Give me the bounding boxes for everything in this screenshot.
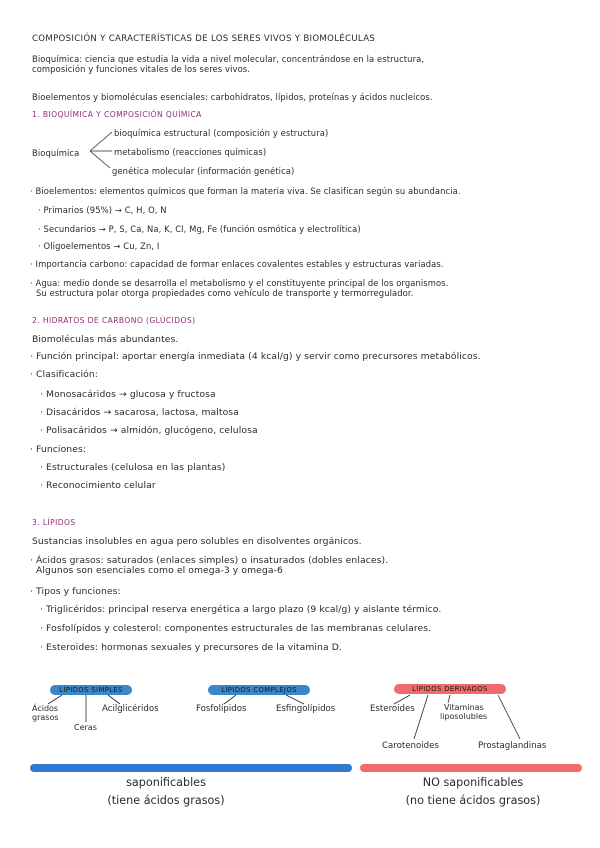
branch-estructural: bioquímica estructural (composición y estructura) <box>114 128 329 138</box>
pill-lipidos-derivados: LÍPIDOS DERIVADOS <box>394 684 506 694</box>
secundarios: · Secundarios → P, S, Ca, Na, K, Cl, Mg, Fe (función osmótica y electrolítica) <box>38 224 361 234</box>
section3-heading: 3. LÍPIDOS <box>32 518 76 527</box>
monosacaridos: · Monosacáridos → glucosa y fructosa <box>40 389 216 400</box>
pill-lipidos-simples: LÍPIDOS SIMPLES <box>50 685 132 695</box>
line-acilgliceridos <box>108 695 120 704</box>
funcion-principal: · Función principal: aportar energía inmediata (4 kcal/g) y servir como precursores metabólicos. <box>30 351 481 362</box>
branch-line-genetica <box>90 151 110 168</box>
branch-line-estructural <box>90 132 112 151</box>
polisacaridos: · Polisacáridos → almidón, glucógeno, celulosa <box>40 425 258 436</box>
tipos-funciones: · Tipos y funciones: <box>30 586 121 597</box>
trigliceridos: · Triglicéridos: principal reserva energética a largo plazo (9 kcal/g) y aislante térmico. <box>40 604 442 615</box>
reconocimiento-celular: · Reconocimiento celular <box>40 480 156 491</box>
clasificacion: · Clasificación: <box>30 369 98 380</box>
bioelementos-intro: Bioelementos y biomoléculas esenciales: carbohidratos, lípidos, proteínas y ácidos nucleicos. <box>32 92 433 102</box>
line-acidos-grasos <box>48 695 62 704</box>
bioelementos-definition: · Bioelementos: elementos químicos que forman la materia viva. Se clasifican según su abundancia. <box>30 186 461 196</box>
branch-genetica: genética molecular (información genética) <box>112 166 295 176</box>
bar-no-saponificables <box>360 764 582 772</box>
line-esfingolipidos <box>286 695 304 704</box>
line-esteroides <box>394 695 410 704</box>
line-vitaminas <box>448 695 450 703</box>
label-esfingolipidos: Esfingolípidos <box>276 704 336 714</box>
section3-subtitle: Sustancias insolubles en agua pero solubles en disolventes orgánicos. <box>32 536 362 547</box>
line-fosfolipidos <box>224 695 236 704</box>
bioquimica-root: Bioquímica <box>32 148 80 158</box>
acidos-grasos-line1: · Ácidos grasos: saturados (enlaces simples) o insaturados (dobles enlaces). <box>30 555 389 566</box>
section2-subtitle: Biomoléculas más abundantes. <box>32 334 179 345</box>
label-liposolubles: liposolubles <box>440 712 488 721</box>
caption-saponificables: saponificables <box>126 776 206 789</box>
label-vitaminas: Vitaminas <box>444 703 484 712</box>
label-ceras: Ceras <box>74 723 97 732</box>
estructurales: · Estructurales (celulosa en las plantas) <box>40 462 226 473</box>
caption-no-saponificables-note: (no tiene ácidos grasos) <box>405 794 541 807</box>
oligoelementos: · Oligoelementos → Cu, Zn, I <box>38 241 160 251</box>
line-prostaglandinas <box>498 695 520 739</box>
pill-lipidos-complejos: LÍPIDOS COMPLEJOS <box>208 685 310 695</box>
esteroides-line: · Esteroides: hormonas sexuales y precursores de la vitamina D. <box>40 642 342 653</box>
section1-heading: 1. BIOQUÍMICA Y COMPOSICIÓN QUÍMICA <box>32 110 202 119</box>
label-acilgliceridos: Acilglicéridos <box>102 704 159 714</box>
agua-line1: · Agua: medio donde se desarrolla el metabolismo y el constituyente principal de los organismos. <box>30 278 449 288</box>
branch-metabolismo: metabolismo (reacciones químicas) <box>114 147 267 157</box>
page-title: COMPOSICIÓN Y CARACTERÍSTICAS DE LOS SERES VIVOS Y BIOMOLÉCULAS <box>32 34 376 44</box>
line-carotenoides <box>414 695 428 739</box>
funciones: · Funciones: <box>30 444 87 455</box>
label-esteroides: Esteroides <box>370 704 415 714</box>
disacaridos: · Disacáridos → sacarosa, lactosa, maltosa <box>40 407 239 418</box>
label-grasos: grasos <box>32 713 59 722</box>
fosfolipidos-colesterol: · Fosfolípidos y colesterol: componentes estructurales de las membranas celulares. <box>40 623 432 634</box>
caption-saponificables-note: (tiene ácidos grasos) <box>107 794 225 807</box>
label-fosfolipidos: Fosfolípidos <box>196 704 247 714</box>
caption-no-saponificables: NO saponificables <box>422 776 524 789</box>
acidos-grasos-line2: Algunos son esenciales como el omega-3 y omega-6 <box>36 565 283 576</box>
bioquimica-definition-line1: Bioquímica: ciencia que estudia la vida a nivel molecular, concentrándose en la estructura, <box>32 54 425 64</box>
label-prostaglandinas: Prostaglandinas <box>478 741 547 751</box>
bioquimica-definition-line2: composición y funciones vitales de los seres vivos. <box>32 64 251 74</box>
importancia-carbono: · Importancia carbono: capacidad de formar enlaces covalentes estables y estructuras variadas. <box>30 259 444 269</box>
primarios: · Primarios (95%) → C, H, O, N <box>38 205 167 215</box>
label-carotenoides: Carotenoides <box>382 741 439 751</box>
agua-line2: Su estructura polar otorga propiedades como vehículo de transporte y termorregulador. <box>36 288 414 298</box>
section2-heading: 2. HIDRATOS DE CARBONO (GLÚCIDOS) <box>32 316 196 325</box>
label-acidos: Ácidos <box>32 704 59 713</box>
bar-saponificables <box>30 764 352 772</box>
